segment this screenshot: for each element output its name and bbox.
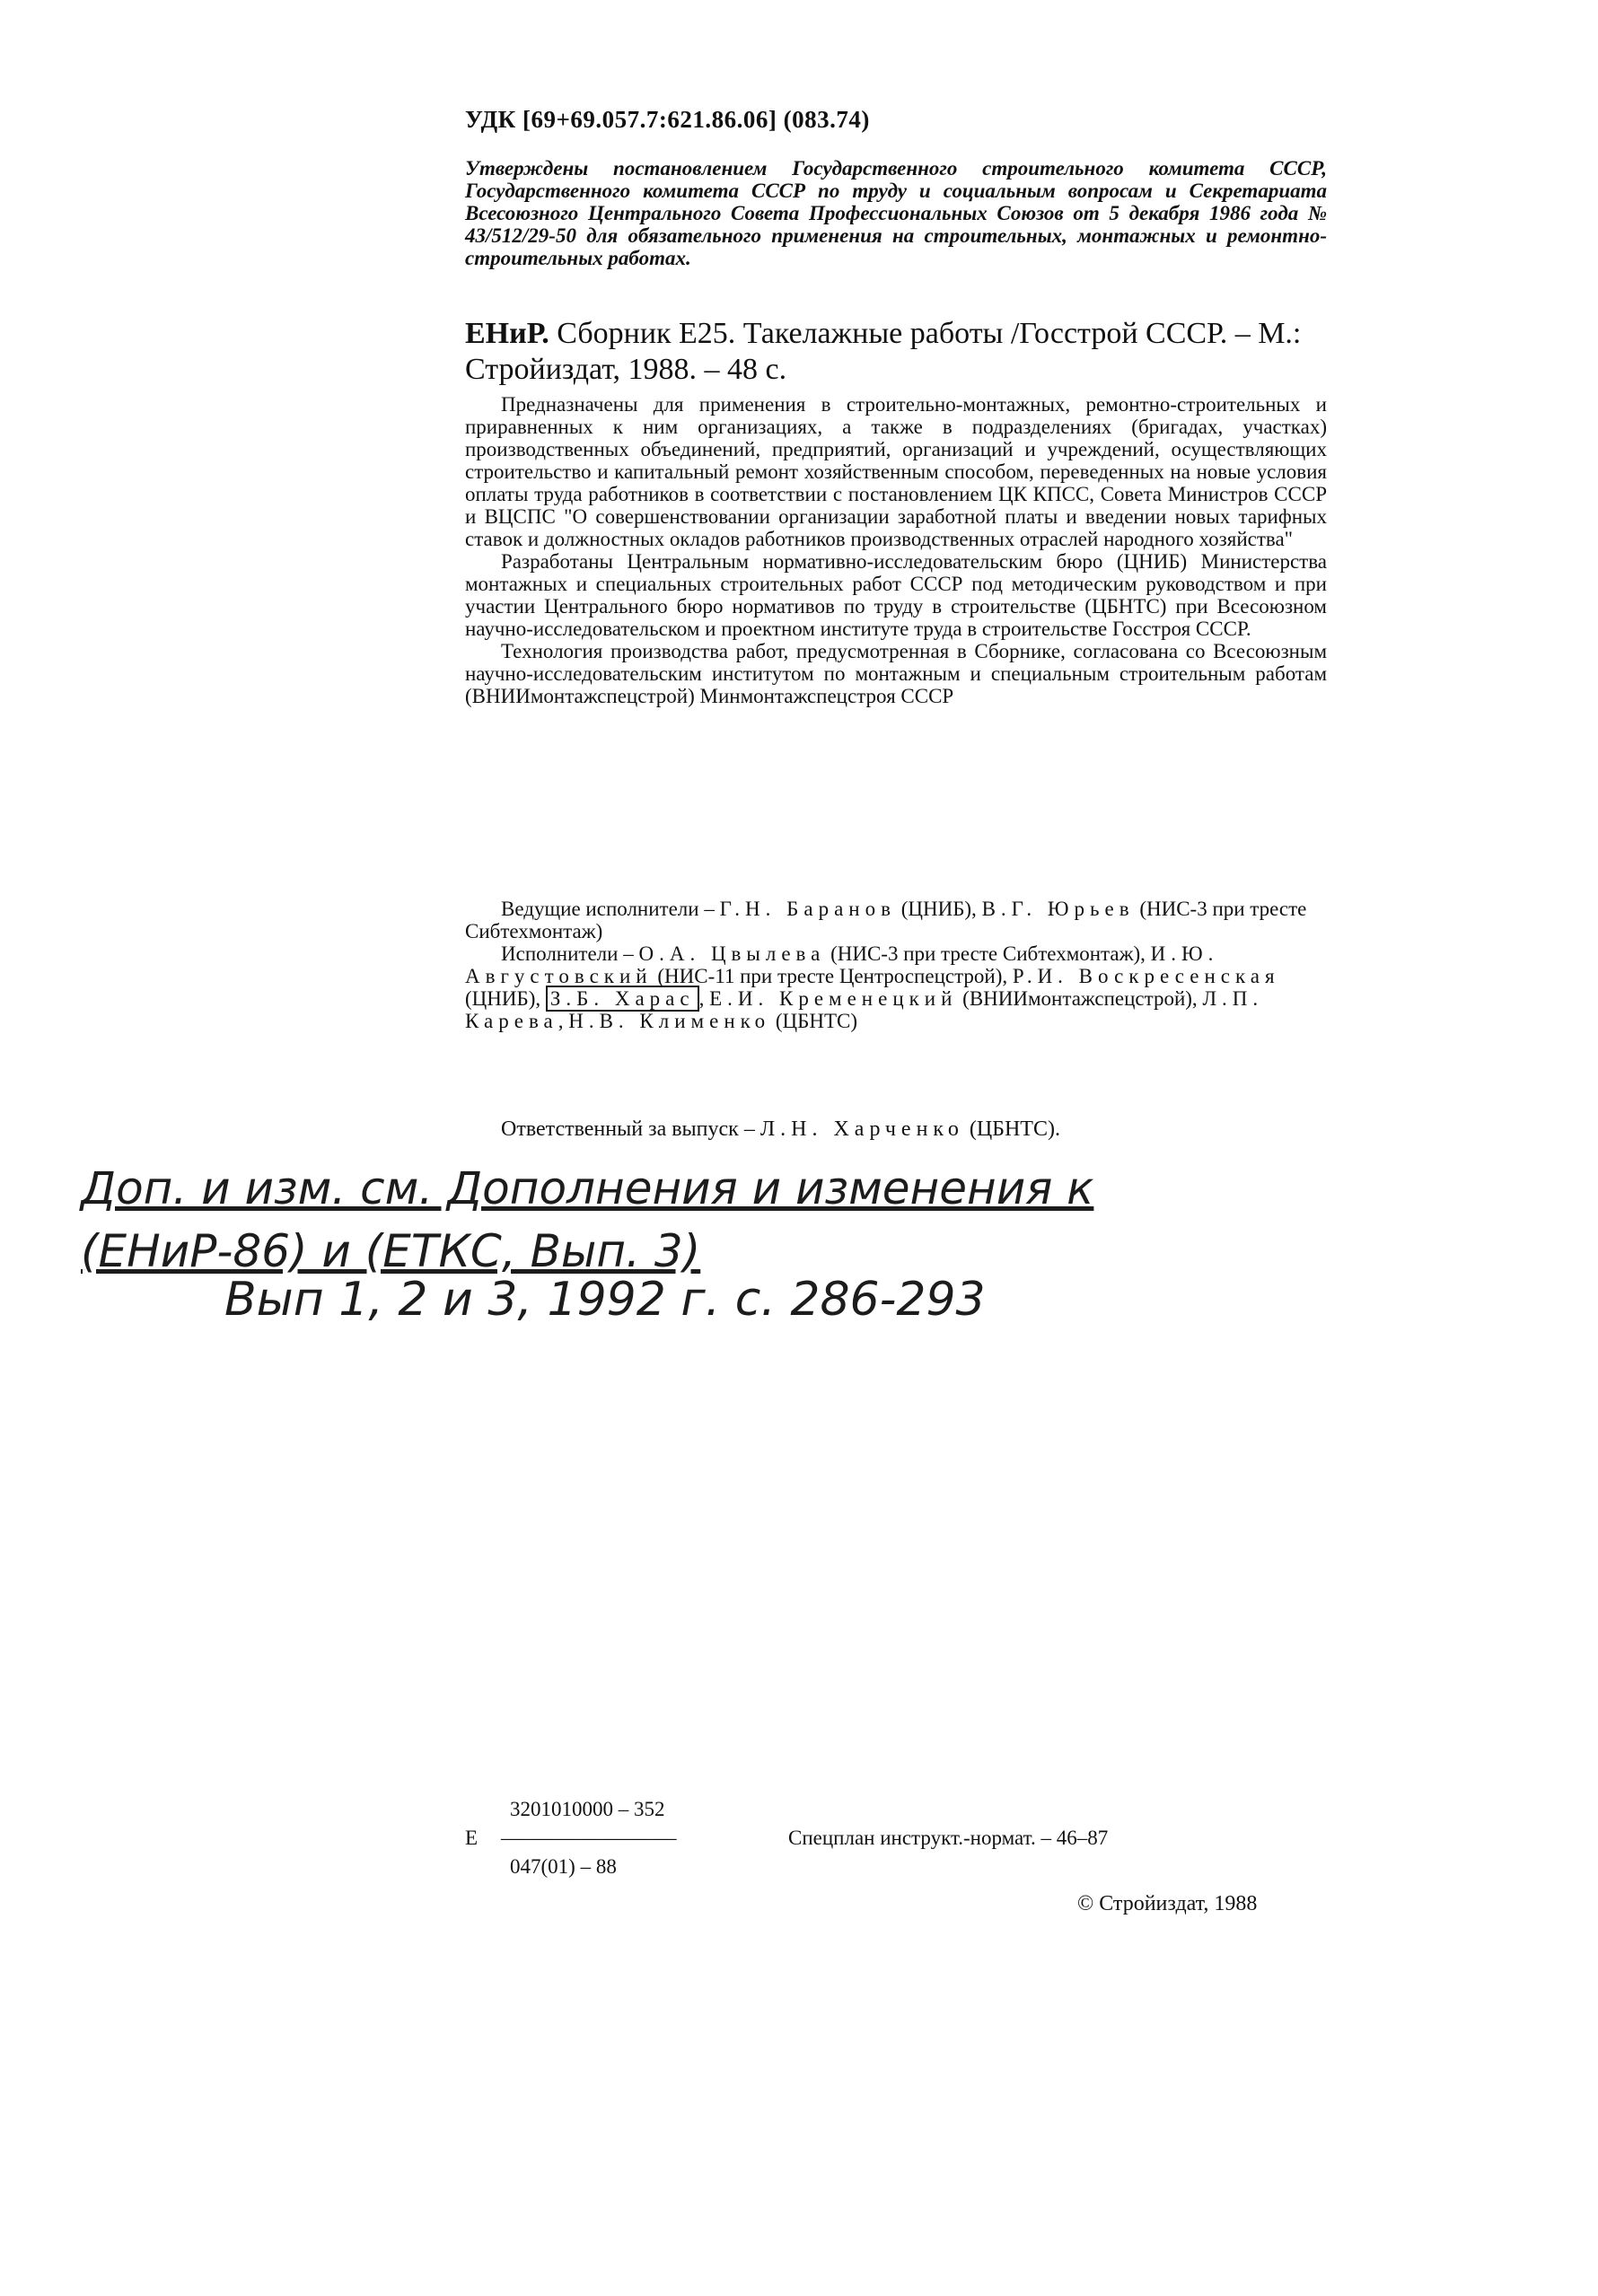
leading-label: Ведущие исполнители – bbox=[501, 898, 715, 920]
paragraph-purpose: Предназначены для применения в строительно-монтажных, ремонтно-строительных и приравненных к ним организациях, а также в подразделениях (бригадах, участках) производственных объединений, предприятий, организаций и учреждений, осуществляющих строительство и капитальный ремонт хозяйственным способом, переведенных на новые условия оплаты труда работников в соответствии с постановлением ЦК КПСС, Совета Министров СССР и ВЦСПС "О совершенствовании организации заработной платы и введении новых тарифных ставок и должностных окладов работников производственных отраслей народного хозяйства" bbox=[465, 393, 1327, 550]
author-org: (ЦНИБ), bbox=[895, 898, 982, 920]
handwritten-note-line-3: Вып 1, 2 и 3, 1992 г. с. 286-293 bbox=[224, 1273, 986, 1327]
author-name: Е.И. Кременецкий bbox=[709, 987, 958, 1010]
responsible-label: Ответственный за выпуск – bbox=[501, 1117, 755, 1141]
udc-code: УДК [69+69.057.7:621.86.06] (083.74) bbox=[465, 106, 870, 133]
author-name: В.Г. Юрьев bbox=[981, 898, 1135, 920]
imprint-numerator: 3201010000 – 352 bbox=[510, 1798, 665, 1820]
author-org: , bbox=[558, 1010, 569, 1032]
author-org: (ЦБНТС) bbox=[770, 1010, 858, 1032]
author-org: (НИС-3 при тресте Сибтехмонтаж), bbox=[825, 942, 1151, 965]
leading-performers bbox=[465, 898, 1327, 942]
approval-statement: Утверждены постановлением Государственного строительного комитета СССР, Государственного комитета СССР по труду и социальным вопросам и Секретариата Всесоюзного Центрального Совета Профессиональных Союзов от 5 декабря 1986 года № 43/512/29-50 для обязательного применения на строительных, монтажных и ремонтно-строительных работах. bbox=[465, 157, 1327, 269]
author-org: (НИС-3 при тресте Сибтехмонтаж) bbox=[465, 898, 1307, 942]
handwritten-note-line-1: Доп. и изм. см. Дополнения и изменения к bbox=[81, 1162, 1094, 1214]
author-org: (ЦНИБ), bbox=[465, 987, 546, 1010]
imprint-plan: Спецплан инструкт.-нормат. – 46–87 bbox=[788, 1827, 1109, 1849]
imprint-letter: Е bbox=[465, 1827, 479, 1849]
author-name: И.Ю. Августовский bbox=[465, 942, 1219, 987]
author-name: Н.В. Клименко bbox=[568, 1010, 771, 1032]
responsible-org: (ЦБНТС). bbox=[963, 1117, 1060, 1141]
imprint-denominator: 047(01) – 88 bbox=[510, 1855, 617, 1878]
author-name: Г.Н. Баранов bbox=[719, 898, 896, 920]
responsible-name: Л.Н. Харченко bbox=[759, 1117, 964, 1141]
author-org: (НИС-11 при тресте Центроспецстрой), bbox=[652, 965, 1013, 987]
copyright-notice: © Стройиздат, 1988 bbox=[1077, 1892, 1258, 1915]
annotation-text bbox=[465, 393, 1327, 707]
author-name: Р.И. Воскресенская bbox=[1012, 965, 1280, 987]
author-name-boxed: З.Б. Харас bbox=[546, 986, 699, 1012]
paragraph-technology: Технология производства работ, предусмотренная в Сборнике, согласована со Всесоюзным научно-исследовательским институтом по монтажным и специальным строительным работам (ВНИИмонтажспецстрой) Минмонтажспецстроя СССР bbox=[465, 640, 1327, 707]
paragraph-developers: Разработаны Центральным нормативно-исследовательским бюро (ЦНИБ) Министерства монтажных и специальных строительных работ СССР под методическим руководством и при участии Центрального бюро нормативов по труду в строительстве (ЦБНТС) при Всесоюзном научно-исследовательском и проектном институте труда в строительстве Госстроя СССР. bbox=[465, 550, 1327, 640]
imprint-fraction-line: ––––––––––––––––– bbox=[501, 1827, 677, 1849]
citation-rest: Сборник Е25. Такелажные работы /Госстрой СССР. – М.: Стройиздат, 1988. – 48 с. bbox=[465, 317, 1302, 386]
handwritten-note-line-2 bbox=[81, 1225, 1158, 1277]
performers-label: Исполнители – bbox=[501, 942, 634, 965]
author-org: (ВНИИмонтажспецстрой), bbox=[957, 987, 1203, 1010]
author-name: Л.П. Карева bbox=[465, 987, 1264, 1032]
author-name: О.А. Цвылева bbox=[638, 942, 826, 965]
responsible-editor bbox=[465, 1117, 1327, 1142]
handwritten-note-reference: (ЕНиР-86) и (ЕТКС, Вып. 3) bbox=[81, 1225, 701, 1277]
citation-title: ЕНиР. bbox=[465, 317, 549, 350]
author-org: , bbox=[698, 987, 710, 1010]
authors-block bbox=[465, 898, 1327, 1032]
performers bbox=[465, 942, 1327, 1032]
bibliographic-citation bbox=[465, 316, 1327, 388]
